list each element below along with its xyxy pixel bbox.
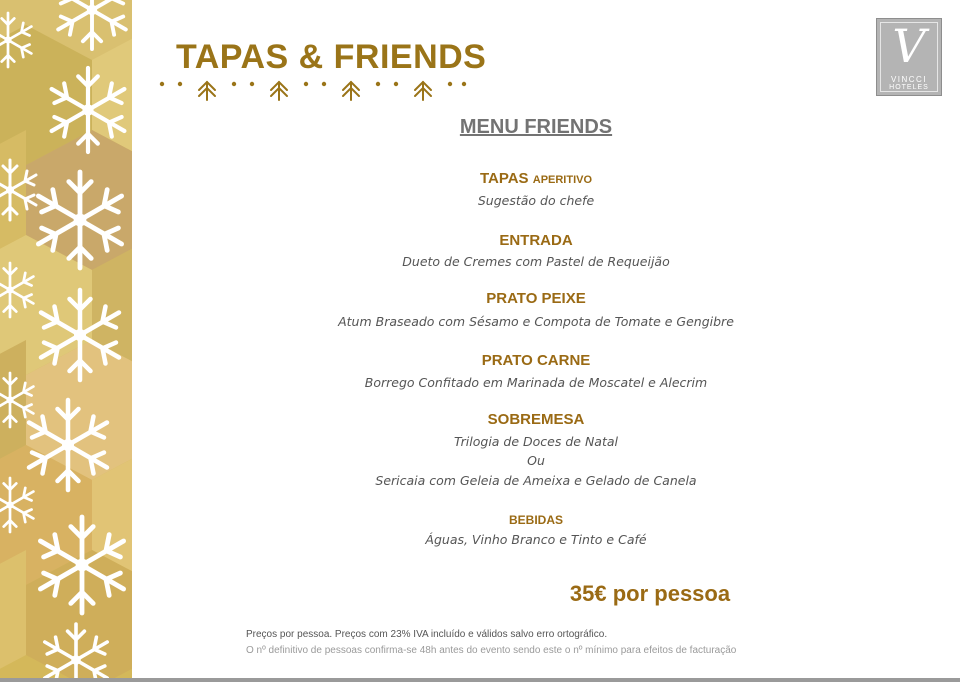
price-per-person: 35€ por pessoa (569, 581, 731, 606)
section-heading-tapas (276, 170, 796, 187)
brand-title: TAPAS & FRIENDS (176, 38, 487, 76)
menu-item: Trilogia de Doces de Natal (453, 434, 618, 449)
section-heading-bebidas: BEBIDAS (508, 513, 563, 527)
section-heading-small: APERITIVO (532, 174, 593, 186)
menu-item: Sericaia com Geleia de Ameixa e Gelado de Canela (375, 473, 697, 488)
decorative-snowflake-strip (0, 0, 132, 678)
snowflake-pattern (0, 0, 132, 678)
bottom-divider (0, 678, 960, 682)
logo-letter: V (892, 19, 926, 73)
vincci-hoteles-logo (876, 18, 942, 96)
logo-line1: VINCCI (890, 75, 928, 84)
section-heading-entrada: ENTRADA (499, 232, 573, 249)
logo-line2: HOTELES (889, 84, 929, 91)
menu-item: Borrego Confitado em Marinada de Moscatel e Alecrim (364, 375, 708, 390)
fir-branch-icon (271, 82, 287, 100)
section-heading-sobremesa: SOBREMESA (487, 411, 585, 428)
fir-branch-icon (415, 82, 431, 100)
menu-item: Sugestão do chefe (477, 193, 595, 208)
menu-item: Águas, Vinho Branco e Tinto e Café (425, 532, 647, 547)
menu-item: Dueto de Cremes com Pastel de Requeijão (402, 254, 670, 269)
section-heading-prato-peixe: PRATO PEIXE (486, 290, 586, 307)
menu-item: Atum Braseado com Sésamo e Compota de Tomate e Gengibre (338, 314, 734, 329)
brand-ornament (158, 78, 468, 104)
footer-note-confirmation: O nº definitivo de pessoas confirma-se 48h antes do evento sendo este o nº mínimo para efeitos de facturação (246, 645, 737, 656)
section-heading-prato-carne: PRATO CARNE (481, 352, 591, 369)
footer-note-prices: Preços por pessoa. Preços com 23% IVA incluído e válidos salvo erro ortográfico. (246, 629, 608, 640)
menu-title: MENU FRIENDS (459, 116, 613, 138)
fir-branch-icon (199, 82, 215, 100)
fir-branch-icon (343, 82, 359, 100)
section-heading-main: TAPAS (479, 170, 529, 187)
menu-item: Ou (527, 453, 545, 468)
